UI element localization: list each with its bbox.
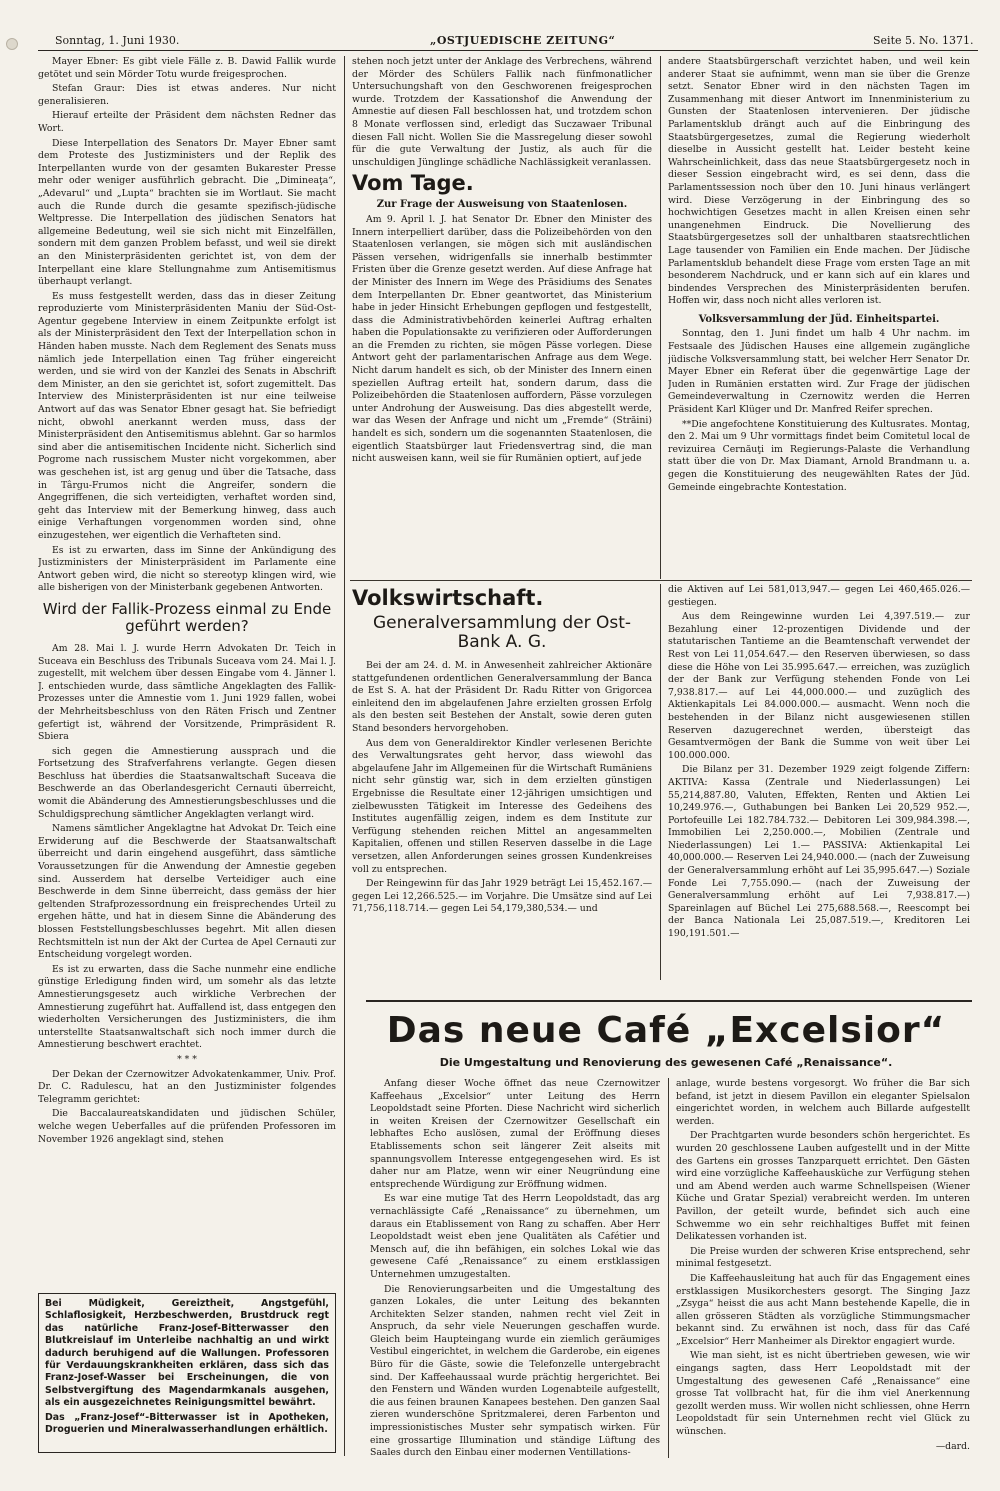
paragraph: Namens sämtlicher Angeklagtne hat Advokat Dr. Teich eine Erwiderung auf die Beschwerde der Staatsanwaltschaft überreicht und darin eingehend ausgeführt, dass sämtliche Voraussetzungen für die Anwendung der Amnestie gegeben sind. Ausserdem hat derselbe Verteidiger auch eine Beschwerde in dem Sinne überreicht, dass gemäss der hier geltenden Strafprozessordnung ein freisprechendes Urteil zu ergehen hätte, und hat in diesem Sinne die Abänderung des blossen Feststellungsbeschlusses begehrt. Mit allen diesen Rechtsmitteln ist nun der Akt der Curtea de Apel Cernauti zur Entscheidung vorgelegt worden.	[38, 823, 336, 961]
cafe-excelsior-title: Das neue Café „Excelsior“	[386, 1010, 946, 1051]
paragraph: Hierauf erteilte der Präsident dem nächsten Redner das Wort.	[38, 110, 336, 134]
paragraph: Bei der am 24. d. M. in Anwesenheit zahlreicher Aktionäre stattgefundenen ordentlichen Generalversammlung der Banca de Est S. A. hat der Präsident Dr. Radu Ritter von Grigorcea einleitend den im abgelaufenen Jahre erzielten grossen Erfolg als den besten seit Bestehen der Anstalt, sowie deren guten Stand besonders hervorgehoben.	[352, 660, 652, 734]
header-rule	[38, 50, 978, 51]
economy-column-left	[352, 584, 652, 980]
issue-date: Sonntag, 1. Juni 1930.	[55, 34, 180, 47]
paragraph: Die Baccalaureatskandidaten und jüdischen Schüler, welche wegen Ueberfalles auf die prüfenden Professoren im November 1926 angeklagt sind, stehen	[38, 1108, 336, 1145]
paragraph: Es ist zu erwarten, dass im Sinne der Ankündigung des Justizministers der Ministerpräsident im Parlamente eine Antwort geben wird, die nicht so stereotyp klingen wird, wie alle bisherigen von der Ministerbank gegebenen Antworten.	[38, 544, 336, 594]
paragraph: Die Kaffeehausleitung hat auch für das Engagement eines erstklassigen Musikorchesters gesorgt. The Singing Jazz „Zsyga“ heisst die aus acht Mann bestehende Kapelle, die in allen grösseren Städten als vorzügliche Stimmungsmacher bekannt sind. Zu erwähnen ist noch, dass für das Café „Excelsior“ Herr Manheimer als Direktor engagiert wurde.	[676, 1272, 970, 1347]
paragraph: Es ist zu erwarten, dass die Sache nunmehr eine endliche günstige Erledigung finden wird, um somehr als das letzte Amnestierungsgesetz auch wirkliche Verbrechen der Amnestierung zugeführt hat. Auffallend ist, dass entgegen den wiederholten Versicherungen des Justizministers, die ihm unterstellte Staatsanwaltschaft sich noch immer durch die Amnestierung beschwert erachtet.	[38, 963, 336, 1051]
ad-text: Bei Müdigkeit, Gereiztheit, Angstgefühl, Schlaflosigkeit, Herzbeschwerden, Brustdruck regt das natürliche Franz-Josef-Bitterwasser den Blutkreislauf im Unterleibe nachhaltig an und wirkt dadurch beruhigend auf die Wallungen. Professoren für Verdauungskrankheiten erklären, dass sich das Franz-Josef-Wasser bei Erscheinungen, die von Selbstvergiftung des Magendarmkanals ausgehen, als ein ausgezeichnetes Reinigungsmittel bewährt.	[45, 1298, 329, 1409]
paragraph: die Aktiven auf Lei 581,013,947.— gegen Lei 460,465.026.— gestiegen.	[668, 584, 970, 608]
binding-hole	[6, 38, 18, 50]
cafe-excelsior-subtitle: Die Umgestaltung und Renovierung des gewesenen Café „Renaissance“.	[439, 1056, 893, 1069]
column-divider	[668, 1078, 669, 1458]
column-divider	[344, 56, 345, 1456]
paragraph: Die Bilanz per 31. Dezember 1929 zeigt folgende Ziffern: AKTIVA: Kassa (Zentrale und Niederlassungen) Lei 55,214,887.80, Valuten, Effekten, Renten und Aktien Lei 10,249.976.—, Guthabungen bei Banken Lei 20,529 952.—, Portofeuille Lei 182.784.732.— Debitoren Lei 309,984.398.—, Immobilien Lei 2,250.000.—, Mobilien (Zentrale und Niederlassungen) Lei 1.— PASSIVA: Aktienkapital Lei 40,000.000.— Reserven Lei 24,940.000.— (nach der Zuweisung der Generalversammlung erhöht auf Lei 35,995.647.—) Soziale Fonde Lei 7,755.090.— (nach der Zuweisung der Generalversammlung erhöht auf Lei 7,938.817.—) Spareinlagen auf Büchel Lei 275,688.568.—, Reescompt bei der Banca Nationala Lei 25,087.519.—, Kreditoren Lei 190,191.501.—	[668, 764, 970, 940]
separator-stars: * * *	[177, 1053, 197, 1065]
paragraph: Der Dekan der Czernowitzer Advokatenkammer, Univ. Prof. Dr. C. Radulescu, hat an den Justizminister folgendes Telegramm gerichtet:	[38, 1068, 336, 1105]
ostbank-subheading: Generalversammlung der Ost-Bank A. G.	[372, 613, 632, 652]
cafe-top-rule	[366, 1000, 972, 1002]
paragraph: Die Renovierungsarbeiten und die Umgestaltung des ganzen Lokales, die unter Leitung des bekannten Architekten Selzer standen, nahmen recht viel Zeit in Anspruch, da sehr viele Neuerungen geschaffen wurde. Gleich beim Haupteingang wurde ein ziemlich geräumiges Vestibul eingerichtet, in welchem die Garderobe, ein eigenes Büro für die Gäste, sowie die Telefonzelle untergebracht sind. Der Kaffeehaussaal wurde prächtig hergerichtet. Bei den Fenstern und Wänden wurden Logenabteile aufgestellt, die aus feinen braunen Kanapees bestehen. Den ganzen Saal zieren wunderschöne Spritzmalerei, deren Farbenton und impressionistisches Muster sehr sympatisch wirken. Für eine grossartige Illumination und ständige Lüftung des Saales durch den Einbau einer modernen Ventillations-	[370, 1283, 660, 1459]
newspaper-name: „OSTJUEDISCHE ZEITUNG“	[430, 34, 616, 47]
paragraph: **Die angefochtene Konstituierung des Kultusrates. Montag, den 2. Mai um 9 Uhr vormittags findet beim Comitetul local de revizuirea Cernăuţi im Regierungs-Palaste die Verhandlung statt über die von Dr. Max Diamant, Arnold Brandmann u. a. gegen die Konstituierung des neugewählten Rates der Jüd. Gemeinde eingebrachte Kontestation.	[668, 418, 970, 493]
column-1	[38, 56, 336, 1288]
staatenlose-subheading: Zur Frage der Ausweisung von Staatenlosen.	[376, 199, 628, 211]
paragraph: sich gegen die Amnestierung aussprach und die Fortsetzung des Strafverfahrens verlangte. Gegen diesen Beschluss hat überdies die Staatsanwaltschaft Suceava die Beschwerde an das Oberlandesgericht Cernauti überreicht, womit die Abänderung des Amnestierungsbeschlusses und die Schuldigsprechung sämtlicher Angeklagten verlangt wird.	[38, 745, 336, 820]
paragraph: Wie man sieht, ist es nicht übertrieben gewesen, wie wir eingangs sagten, dass Herr Leopoldstadt mit der Umgestaltung des gewesenen Café „Renaissance“ eine grosse Tat vollbracht hat, für die ihm viel Anerkennung gezollt werden muss. Wir wollen nicht schliessen, ohne Herrn Leopoldstadt für sein Unternehmen recht viel Glück zu wünschen.	[676, 1350, 970, 1438]
volkswirtschaft-heading: Volkswirtschaft.	[352, 586, 544, 610]
bitterwasser-advertisement	[38, 1293, 336, 1453]
paragraph: Am 9. April l. J. hat Senator Dr. Ebner den Minister des Innern interpelliert darüber, dass die Polizeibehörden von den Staatenlosen verlangen, sie mögen sich mit ausländischen Pässen versehen, widrigenfalls sie innerhalb bestimmter Fristen über die Grenze gesetzt werden. Auf diese Anfrage hat der Minister des Innern im Wege des Präsidiums des Senates dem Interpellanten Dr. Ebner geantwortet, das Ministerium habe in jeder Hinsicht Erhebungen gepflogen und festgestellt, dass die Administrativbehörden keinerlei Auftrag erhalten haben die Populationsakte zu verifizieren oder Aufforderungen an die Fremden zu richten, sie mögen Pässe vorlegen. Diese Antwort geht der parlamentarischen Anfrage aus dem Wege. Nicht darum handelt es sich, ob der Minister des Innern einen speziellen Auftrag erteilt hat, sondern darum, dass die Polizeibehörden die Staatenlosen auffordern, Pässe vorzulegen unter Androhung der Ausweisung. Das dies abgestellt werde, war das Wesen der Anfrage und nicht um „Fremde“ (Străini) handelt es sich, sondern um die sogenannten Staatenlosen, die eigentlich Staatsbürger laut Friedensvertrag sind, die man nicht ausweisen kann, weil sie für Rumänien optiert, auf jede	[352, 213, 652, 465]
paragraph: Es muss festgestellt werden, dass das in dieser Zeitung reproduzierte vom Ministerpräsidenten Maniu der Süd-Ost-Agentur gegebene Interview in einem Zeitpunkte erfolgt ist als der Ministerpräsident den Text der Interpellation schon in Händen haben musste. Nach dem Reglement des Senats muss nämlich jede Interpellation einen Tag früher eingereicht werden, und sie wird von der Kanzlei des Senats in Abschrift dem Minister, an den sie gerichtet ist, sofort zugemittelt. Das Interview des Ministerpräsidenten ist nur eine teilweise Antwort auf das was Senator Ebner gesagt hat. Sie befriedigt nicht, obwohl anerkannt werden muss, dass der Ministerpräsident den Antisemitismus ablehnt. Gar so harmlos sind aber die antisemitischen Incidente nicht. Sicherlich sind Pogrome nach russischem Muster nicht vorgekommen, aber was geschehen ist, ist arg genug und über die Tatsache, dass in Târgu-Frumos nicht die Angreifer, sondern die Angegriffenen, die sich verteidigten, verhaftet worden sind, geht das Interview mit der Bemerkung hinweg, dass auch einige Verhaftungen vorgenommen worden sind, ohne einzugestehen, wer eigentlich die Verhafteten sind.	[38, 290, 336, 541]
volksversammlung-heading: Volksversammlung der Jüd. Einheitspartei.	[698, 313, 940, 325]
paragraph: Es war eine mutige Tat des Herrn Leopoldstadt, das arg vernachlässigte Café „Renaissance“ zu übernehmen, um daraus ein Etablissement von Rang zu schaffen. Aber Herr Leopoldstadt weist eben jene Qualitäten als Cafétier und Mensch auf, die ihn befähigen, ein solches Lokal wie das gewesene Café „Renaissance“ zu einem erstklassigen Unternehmen umzugestalten.	[370, 1193, 660, 1280]
paragraph: Die Preise wurden der schweren Krise entsprechend, sehr minimal festgesetzt.	[676, 1245, 970, 1270]
paragraph: Diese Interpellation des Senators Dr. Mayer Ebner samt dem Proteste des Justizministers und der Replik des Interpellanten wurde von der gesamten Bukarester Presse mehr oder weniger ausführlich gebracht. Die „Dimineaţa“, „Adevarul“ und „Lupta“ brachten sie im Wortlaut. Sie macht auch die Runde durch die gesamte spezifisch-jüdische Weltpresse. Die Interpellation des jüdischen Senators hat allgemeine Bedeutung, weil sie sich nicht mit Einzelfällen, sondern mit dem ganzen Problem befasst, und weil sie direkt an den Ministerpräsidenten gerichtet ist, von dem der Interpellant eine klare Stellungnahme zum Antisemitismus überhaupt verlangt.	[38, 137, 336, 288]
paragraph: andere Staatsbürgerschaft verzichtet haben, und weil kein anderer Staat sie aufnimmt, wenn man sie über die Grenze setzt. Senator Ebner wird in den nächsten Tagen im Zusammenhang mit dieser Antwort im Innenministerium zu Gunsten der Staatenlosen intervenieren. Der jüdische Parlamentsklub drängt auch auf die Einbringung des Staatsbürgergesetzes, zumal die Regierung wiederholt dieselbe in Aussicht gestellt hat. Leider besteht keine Wahrscheinlichkeit, dass das neue Staatsbürgergesetz noch in dieser Session eingebracht wird, es sei denn, dass die Parlamentssession noch über den 10. Juni hinaus verlängert wird. Diese Verzögerung in der Einbringung des so hochwichtigen Gesetzes macht in allen Kreisen einen sehr unangenehmen Eindruck. Die Novellierung des Staatsbürgergesetzes soll der unhaltbaren staatsrechtlichen Lage tausender von Familien ein Ende machen. Der Jüdische Parlamentsklub behandelt diese Frage vom ersten Tage an mit besonderem Nachdruck, und er kann sich auf ein klares und bindendes Versprechen des Ministerpräsidenten berufen. Hoffen wir, dass noch nicht alles verloren ist.	[668, 56, 970, 307]
column-2	[352, 56, 652, 576]
author-signature: —dard.	[935, 1440, 970, 1452]
paragraph: Mayer Ebner: Es gibt viele Fälle z. B. Dawid Fallik wurde getötet und sein Mörder Totu wurde freigesprochen.	[38, 56, 336, 80]
column-divider	[660, 56, 661, 579]
paragraph: Anfang dieser Woche öffnet das neue Czernowitzer Kaffeehaus „Excelsior“ unter Leitung des Herrn Leopoldstadt seine Pforten. Diese Nachricht wird sicherlich in weiten Kreisen der Czernowitzer Gesellschaft ein lebhaftes Echo auslösen, zumal der Eröffnung dieses Etablissements schon seit längerer Zeit alseits mit spannungsvollem Interesse entgegengesehen wird. Es ist daher nur am Platze, wenn wir einer Neugründung eine entsprechende Würdigung zur Eröffnung widmen.	[370, 1078, 660, 1190]
page-header	[0, 0, 1000, 52]
paragraph: Aus dem Reingewinne wurden Lei 4,397.519.— zur Bezahlung einer 12-prozentigen Dividende und der statutarischen Tantieme an die Beamtenschaft verwendet der Rest von Lei 11,054.647.— den Reserven überwiesen, so dass diese die Höhe von Lei 35.995.647.— erreichen, was zuzüglich der der Bank zur Verfügung stehenden Fonde von Lei 7,938.817.— auf Lei 44,000.000.— und zuzüglich des Aktienkapitals Lei 84.000.000.— ausmacht. Wenn noch die bestehenden in der Bilanz nicht ausgewiesenen stillen Reserven dazugerechnet werden, übersteigt das Gesamtvermögen der Bank die Summe von weit über Lei 100.000.000.	[668, 611, 970, 761]
column-divider	[660, 584, 661, 980]
paragraph: stehen noch jetzt unter der Anklage des Verbrechens, während der Mörder des Schülers Fallik nach fünfmonatlicher Untersuchungshaft von den Geschworenen freigesprochen wurde. Trotzdem der Kassationshof die Anwendung der Amnestie auf diesen Fall beschlossen hat, und trotzdem schon 8 Monate verflossen sind, erledigt das Suczawaer Tribunal diesen Fall nicht. Wollen Sie die Massregelung dieser sowohl für die gute Verwaltung der Justiz, als auch für die unschuldigen Jünglinge schädliche Nachlässigkeit veranlassen.	[352, 56, 652, 168]
cafe-column-left	[370, 1078, 660, 1468]
page-number: Seite 5. No. 1371.	[873, 34, 974, 47]
paragraph: Am 28. Mai l. J. wurde Herrn Advokaten Dr. Teich in Suceava ein Beschluss des Tribunals Suceava vom 24. Mai l. J. zugestellt, mit welchem über dessen Eingabe vom 4. Jänner l. J. entschieden wurde, dass sämtliche Angeklagten des Fallik-Prozesses unter die Amnestie vom 1. Juni 1929 fallen, wobei der Mehrheitsbeschluss von den Räten Frisch und Zentner gefertigt ist, während der Vorsitzende, Primpräsident R. Sbiera	[38, 642, 336, 743]
paragraph: Aus dem von Generaldirektor Kindler verlesenen Berichte des Verwaltungsrates geht hervor, dass wiewohl das abgelaufene Jahr im Allgemeinen für die Wirtschaft Rumäniens nicht sehr günstig war, sich in dem erzielten günstigen Ergebnisse die Resultate einer 12-jährigen umsichtigen und zielbewussten Tätigkeit im Interesse des Gedeihens des Institutes augenfällig zeigen, indem es dem Institute zur Verfügung stehenden reichen Mittel an angesammelten Kapitalien, offenen und stillen Reserven dasselbe in die Lage versetzen, allen Anforderungen seines grossen Kundenkreises voll zu entsprechen.	[352, 737, 652, 875]
paragraph: Der Prachtgarten wurde besonders schön hergerichtet. Es wurden 20 geschlossene Lauben aufgestellt und in der Mitte des Gartens ein grosses Tanzparquett errichtet. Den Gästen wird eine vorzügliche Kaffeehausküche zur Verfügung stehen und am Abend werden auch warme Schnellspeisen (Wiener Küche und Gratar Spezial) verabreicht werden. Im unteren Pavillon, der geteilt wurde, befindet sich auch eine Schwemme wo ein sehr reichhaltiges Buffet mit feinen Delikatessen vorhanden ist.	[676, 1130, 970, 1243]
ad-text-availability: Das „Franz-Josef“-Bitterwasser ist in Apotheken, Droguerien und Mineralwasserhandlungen erhältlich.	[45, 1411, 329, 1436]
fallik-heading: Wird der Fallik-Prozess einmal zu Ende geführt werden?	[42, 599, 332, 635]
column-3	[668, 56, 970, 576]
paragraph: anlage, wurde bestens vorgesorgt. Wo früher die Bar sich befand, ist jetzt in diesem Pavillon ein eleganter Spielsalon eingerichtet worden, in welchem auch Billarde aufgestellt werden.	[676, 1078, 970, 1127]
vom-tage-heading: Vom Tage.	[352, 171, 474, 196]
economy-column-right	[668, 584, 970, 980]
section-rule	[350, 580, 972, 581]
paragraph: Stefan Graur: Dies ist etwas anderes. Nur nicht generalisieren.	[38, 83, 336, 107]
paragraph: Sonntag, den 1. Juni findet um halb 4 Uhr nachm. im Festsaale des Jüdischen Hauses eine allgemein zugängliche jüdische Volksversammlung statt, bei welcher Herr Senator Dr. Mayer Ebner ein Referat über die gegenwärtige Lage der Juden in Rumänien erstatten wird. Zur Frage der jüdischen Gemeindeverwaltung in Czernowitz werden die Herren Präsident Karl Klüger und Dr. Manfred Reifer sprechen.	[668, 328, 970, 416]
cafe-column-right	[676, 1078, 970, 1468]
paragraph: Der Reingewinn für das Jahr 1929 beträgt Lei 15,452.167.— gegen Lei 12,266.525.— im Vorjahre. Die Umsätze sind auf Lei 71,756,118.714.— gegen Lei 54,179,380,534.— und	[352, 878, 652, 915]
